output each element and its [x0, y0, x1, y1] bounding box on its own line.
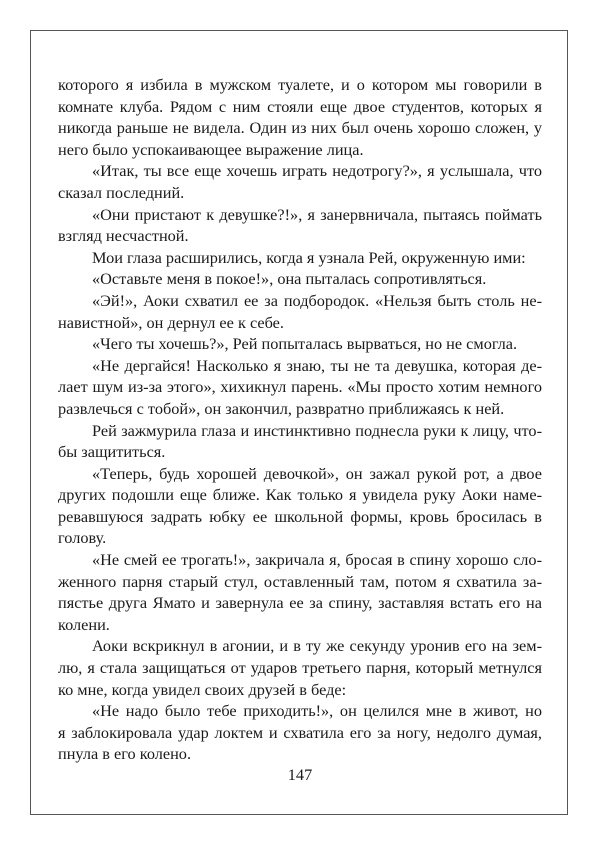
paragraph	[58, 290, 542, 333]
text-line: «Чего ты хочешь?», Рей попыталась вырваться, но не смогла.	[92, 334, 518, 354]
text-line: «Оставьте меня в покое!», она пыталась сопротивляться.	[92, 269, 487, 289]
paragraph	[58, 355, 542, 420]
paragraph	[58, 463, 542, 549]
text-line: «Не смей ее трогать!», закричала я, бросая в спину хорошо сло-	[92, 550, 542, 570]
text-line: ревавшуюся задрать юбку ее школьной формы, кровь бросилась в	[58, 506, 542, 526]
text-line: него было успокаивающее выражение лица.	[58, 139, 364, 159]
text-line: лю, я стала защищаться от ударов третьего парня, который метнулся	[58, 658, 542, 678]
text-line: Аоки вскрикнул в агонии, и в ту же секунду уронив его на зем-	[92, 636, 542, 656]
text-line: «Теперь, будь хорошей девочкой», он зажал рукой рот, а двое	[92, 463, 542, 483]
text-line: других подошли еще ближе. Как только я увидела руку Аоки наме-	[58, 485, 542, 505]
page-text	[58, 74, 542, 765]
text-line: взгляд несчастной.	[58, 226, 189, 246]
paragraph	[58, 204, 542, 247]
text-line: Рей зажмурила глаза и инстинктивно поднесла руки к лицу, что-	[92, 420, 542, 440]
text-line: лает шум из-за этого», хихикнул парень. «Мы просто хотим немного	[58, 377, 542, 397]
text-line: колени.	[58, 614, 110, 634]
text-line: женного парня старый стул, оставленный там, потом я схватила за-	[58, 571, 542, 591]
text-line: бы защититься.	[58, 442, 166, 462]
text-line: Мои глаза расширились, когда я узнала Рей, окруженную ими:	[92, 247, 526, 267]
text-line: «Эй!», Аоки схватил ее за подбородок. «Нельзя быть столь не-	[92, 290, 542, 310]
text-line: развлечься с тобой», он закончил, развратно приближаясь к ней.	[58, 398, 505, 418]
paragraph	[58, 700, 542, 765]
paragraph	[58, 333, 542, 355]
text-line: пястье друга Ямато и завернула ее за спину, заставляя встать его на	[58, 593, 542, 613]
page-number: 147	[287, 765, 313, 784]
text-line: комнате клуба. Рядом с ним стояли еще двое студентов, которых я	[58, 96, 542, 116]
text-line: которого я избила в мужском туалете, и о котором мы говорили в	[58, 75, 542, 94]
paragraph	[58, 420, 542, 463]
paragraph	[58, 247, 542, 269]
text-line: «Не надо было тебе приходить!», он целился мне в живот, но	[92, 701, 542, 721]
text-line: ко мне, когда увидел своих друзей в беде:	[58, 679, 347, 699]
text-line: «Не дергайся! Насколько я знаю, ты не та девушка, которая де-	[92, 355, 542, 375]
paragraph	[58, 160, 542, 203]
text-line: голову.	[58, 528, 107, 548]
text-line: навистной», он дернул ее к себе.	[58, 312, 284, 332]
text-line: я заблокировала удар локтем и схватила его за ногу, недолго думая,	[58, 722, 542, 742]
paragraph	[58, 74, 542, 160]
paragraph	[58, 549, 542, 635]
text-line: сказал последний.	[58, 182, 185, 202]
text-line: никогда раньше не видела. Один из них был очень хорошо сложен, у	[58, 118, 542, 138]
text-line: «Итак, ты все еще хочешь играть недотрогу?», я услышала, что	[92, 161, 542, 181]
paragraph	[58, 635, 542, 700]
text-line: «Они пристают к девушке?!», я занервничала, пытаясь поймать	[92, 204, 542, 224]
text-line: пнула в его колено.	[58, 744, 192, 764]
paragraph	[58, 268, 542, 290]
